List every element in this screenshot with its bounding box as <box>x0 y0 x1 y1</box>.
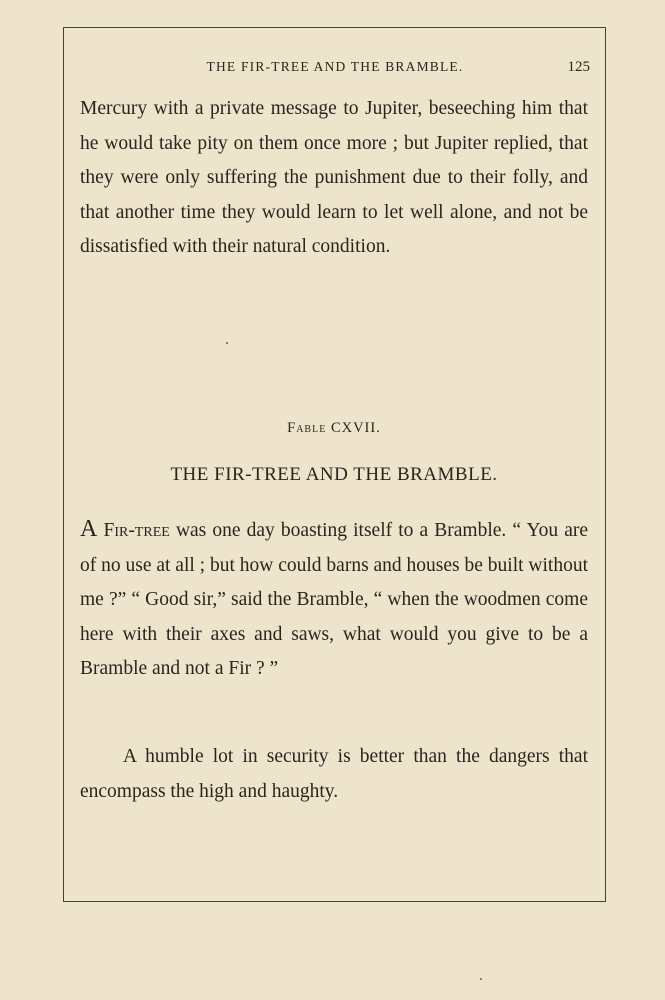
fable-number <box>80 420 588 437</box>
fable-title: THE FIR-TREE AND THE BRAMBLE. <box>170 464 498 485</box>
moral-block <box>80 740 588 809</box>
fable-number-text: Fable CXVII. <box>287 420 381 436</box>
print-speck <box>226 342 228 344</box>
opening-phrase: Fir-tree <box>103 520 170 541</box>
page-number: 125 <box>567 59 590 75</box>
fable-body-paragraph <box>80 512 588 687</box>
fable-body-text: was one day boasting itself to a Bramble. “ You are of no use at all ; but how could barns and houses be built without me ?” “ Good sir,” said the Bramble, “ when the woodmen come here with their axes and saws, what would you give to be a Bramble and not a Fir ? ” <box>80 520 589 679</box>
intro-paragraph-block <box>80 92 588 265</box>
frame-right-rule <box>605 27 606 902</box>
page-header <box>80 56 590 78</box>
running-title: THE FIR-TREE AND THE BRAMBLE. <box>206 59 464 74</box>
moral-paragraph: A humble lot in security is better than the dangers that encompass the high and haughty. <box>80 746 588 802</box>
print-speck <box>480 978 482 980</box>
fable-body-block <box>80 512 588 687</box>
frame-bottom-rule <box>63 901 606 902</box>
frame-left-rule <box>63 27 64 902</box>
drop-initial: A <box>80 516 98 542</box>
frame-top-rule <box>63 27 606 28</box>
intro-paragraph: Mercury with a private message to Jupiter, beseeching him that he would take pity on them once more ; but Jupiter replied, that they were only suffering the punishment due to their folly, and that another time they would learn to let well alone, and not be dissatisfied with their natural condition. <box>80 98 588 257</box>
